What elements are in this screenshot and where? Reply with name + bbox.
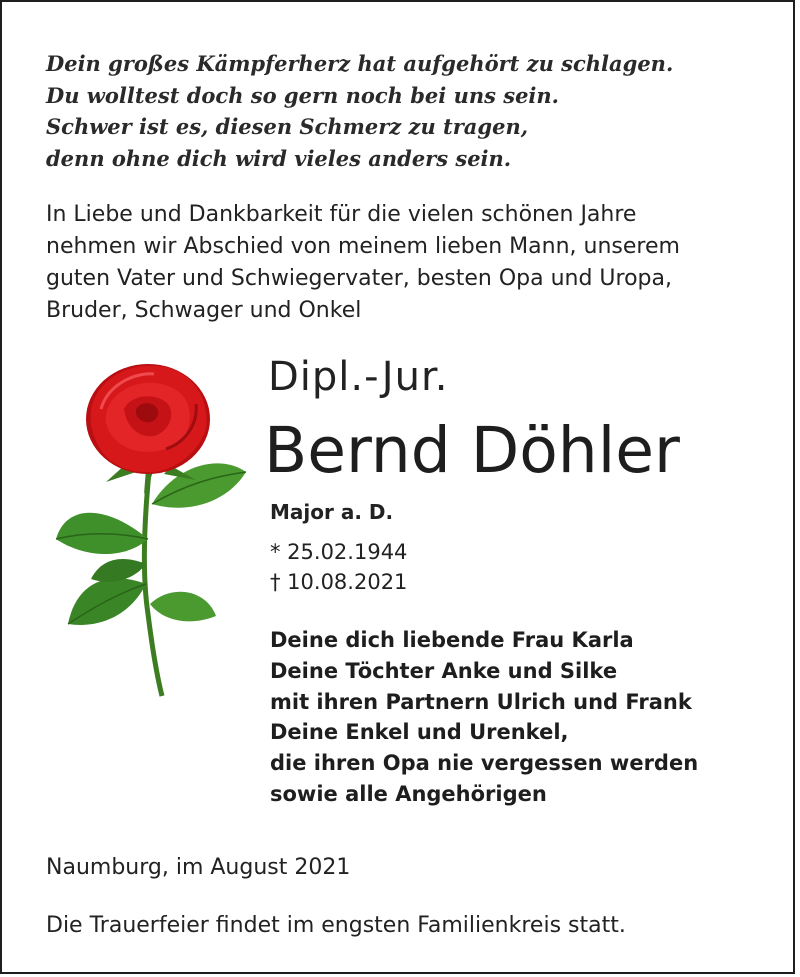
- funeral-note: Die Trauerfeier findet im engsten Familienkreis statt.: [46, 913, 626, 938]
- mourner-line: die ihren Opa nie vergessen werden: [270, 751, 699, 776]
- academic-title: Dipl.-Jur.: [268, 354, 449, 400]
- intro-text: [46, 199, 766, 327]
- mourner-line: sowie alle Angehörigen: [270, 781, 547, 806]
- intro-line: In Liebe und Dankbarkeit für die vielen schönen Jahre: [46, 202, 637, 227]
- red-rose-icon: [46, 354, 256, 704]
- poem-line: denn ohne dich wird vieles anders sein.: [46, 145, 512, 171]
- deceased-name: Bernd Döhler: [264, 414, 680, 487]
- death-date: † 10.08.2021: [270, 570, 408, 594]
- mourner-line: Deine Enkel und Urenkel,: [270, 720, 569, 745]
- life-dates: [270, 537, 407, 597]
- intro-line: guten Vater und Schwiegervater, besten Opa und Uropa,: [46, 266, 672, 291]
- poem: [46, 48, 673, 174]
- poem-line: Schwer ist es, diesen Schmerz zu tragen,: [46, 114, 529, 139]
- rank: Major a. D.: [270, 500, 394, 524]
- poem-line: Dein großes Kämpferherz hat aufgehört zu schlagen.: [46, 51, 674, 76]
- poem-line: Du wolltest doch so gern noch bei uns sein.: [46, 82, 559, 108]
- mourner-line: mit ihren Partnern Ulrich und Frank: [270, 689, 692, 714]
- place-date: Naumburg, im August 2021: [46, 855, 351, 880]
- intro-line: nehmen wir Abschied von meinem lieben Mann, unserem: [46, 234, 680, 259]
- mourner-line: Deine dich liebende Frau Karla: [270, 628, 634, 652]
- intro-line: Bruder, Schwager und Onkel: [46, 298, 362, 323]
- mourner-line: Deine Töchter Anke und Silke: [270, 658, 618, 683]
- mourners: [270, 625, 698, 810]
- birth-date: * 25.02.1944: [270, 540, 408, 564]
